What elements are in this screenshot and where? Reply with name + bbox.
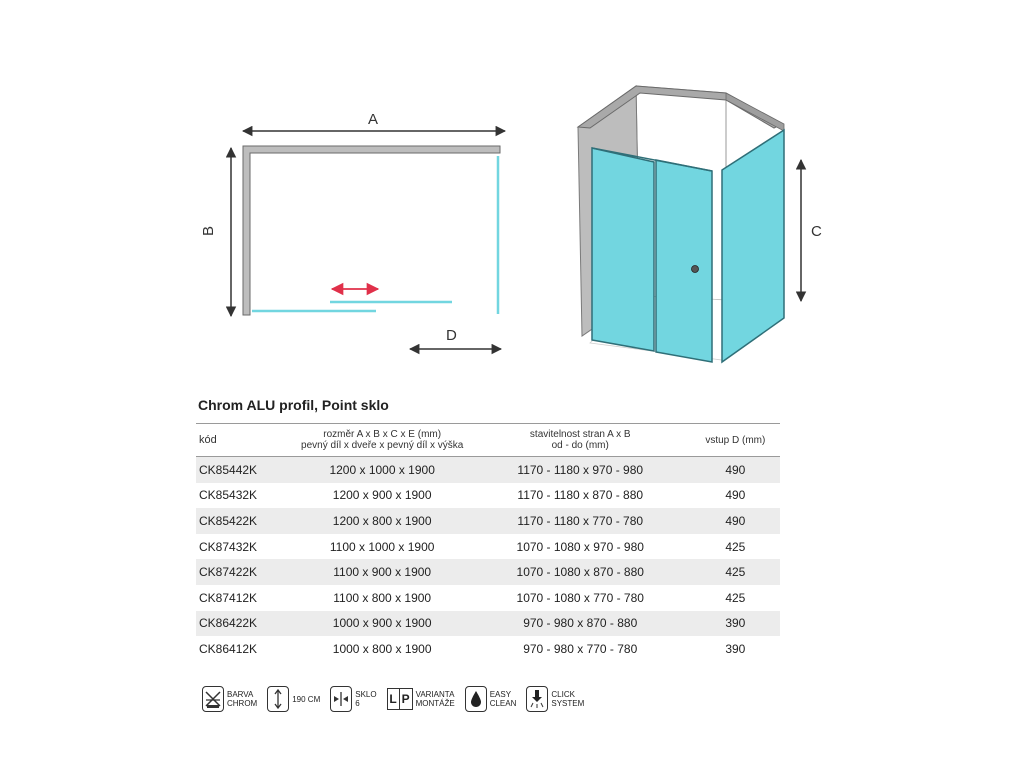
cell-adjustability: 1170 - 1180 x 970 - 980 (470, 457, 691, 483)
cell-adjustability: 1170 - 1180 x 870 - 880 (517, 488, 644, 503)
table-row (196, 534, 780, 560)
header-dimensions-line2: pevný díl x dveře x pevný díl x výška (301, 440, 464, 451)
height-arrow-icon (267, 686, 289, 712)
perspective-view (578, 86, 822, 362)
cell-entry: 390 (725, 641, 746, 656)
dimension-b-label: B (200, 225, 217, 236)
cell-dimensions: 1100 x 1000 x 1900 (329, 539, 435, 554)
table-row (196, 585, 780, 611)
header-adjustability-line2: od - do (mm) (551, 440, 609, 451)
feature-icons (202, 686, 594, 712)
cell-code: CK87422K (196, 559, 295, 585)
feature-variant-line1: VARIANTA (415, 690, 455, 699)
table-row (196, 559, 780, 585)
cell-dimensions: 1000 x 800 x 1900 (332, 641, 432, 656)
feature-color-line1: BARVA (227, 690, 254, 699)
cell-dimensions: 1100 x 800 x 1900 (333, 590, 432, 605)
left-right-variant-icon (387, 688, 413, 710)
variant-l-letter: L (387, 688, 400, 710)
cell-entry: 490 (725, 488, 746, 503)
header-code: kód (196, 424, 295, 457)
feature-click-line1: CLICK (551, 690, 575, 699)
cell-code: CK87412K (199, 590, 258, 605)
cell-adjustability: 1070 - 1080 x 970 - 980 (516, 539, 644, 554)
feature-variant (387, 688, 455, 710)
cell-entry: 425 (725, 539, 746, 554)
cell-dimensions: 1200 x 1000 x 1900 (295, 457, 470, 483)
cell-code: CK86412K (199, 641, 258, 656)
header-dimensions-line1: rozměr A x B x C x E (mm) (323, 429, 442, 440)
cell-entry: 425 (725, 590, 746, 605)
table-row (196, 483, 780, 509)
table-row (196, 508, 780, 534)
door-knob (692, 266, 699, 273)
cell-code: CK85432K (199, 488, 258, 503)
cell-code: CK86422K (196, 611, 295, 637)
feature-color-line2: CHROM (227, 699, 258, 708)
header-adjustability-line1: stavitelnost stran A x B (529, 429, 631, 440)
feature-easy-line2: CLEAN (489, 699, 517, 708)
cell-code: CK87432K (199, 539, 258, 554)
dimension-a-label: A (368, 111, 379, 128)
cell-adjustability: 970 - 980 x 770 - 780 (523, 641, 638, 656)
cell-code: CK85422K (196, 508, 295, 534)
spec-table (196, 423, 780, 662)
cell-dimensions: 1200 x 900 x 1900 (332, 488, 432, 503)
feature-easy-clean (465, 686, 517, 712)
right-wall-edge (726, 93, 784, 131)
feature-glass-line2: 6 (355, 699, 360, 708)
feature-click-system (526, 686, 584, 712)
cell-entry: 490 (691, 508, 780, 534)
cell-adjustability: 1070 - 1080 x 870 - 880 (470, 559, 691, 585)
water-drop-icon (465, 686, 487, 712)
header-entry: vstup D (mm) (691, 424, 780, 457)
cell-dimensions: 1200 x 800 x 1900 (295, 508, 470, 534)
cell-adjustability: 970 - 980 x 870 - 880 (470, 611, 691, 637)
cell-code: CK85442K (196, 457, 295, 483)
cell-entry: 425 (691, 559, 780, 585)
sliding-door-panel (656, 160, 712, 362)
dimension-c-label: C (811, 223, 822, 240)
spec-title: Chrom ALU profil, Point sklo (198, 397, 389, 413)
dimension-d-label: D (446, 327, 457, 344)
table-header-row (196, 424, 780, 457)
variant-p-letter: P (400, 688, 413, 710)
table-row (196, 636, 780, 662)
feature-easy-line1: EASY (489, 690, 512, 699)
feature-glass-line1: SKLO (355, 690, 377, 699)
table-row (196, 457, 780, 483)
cell-adjustability: 1070 - 1080 x 770 - 780 (516, 590, 644, 605)
feature-color (202, 686, 257, 712)
click-system-icon (526, 686, 548, 712)
feature-glass (330, 686, 376, 712)
feature-height (267, 686, 320, 712)
cell-dimensions: 1000 x 900 x 1900 (295, 611, 470, 637)
feature-height-label: 190 CM (292, 694, 321, 704)
plan-view (200, 111, 505, 349)
cell-dimensions: 1100 x 900 x 1900 (295, 559, 470, 585)
chrome-profile-icon (202, 686, 224, 712)
front-fixed-glass-panel (592, 148, 654, 351)
header-dimensions (295, 424, 470, 457)
cell-adjustability: 1170 - 1180 x 770 - 780 (470, 508, 691, 534)
feature-variant-line2: MONTÁŽE (415, 699, 455, 708)
shower-diagram (0, 0, 1024, 380)
table-row (196, 611, 780, 637)
feature-click-line2: SYSTEM (551, 699, 585, 708)
side-glass-panel (722, 130, 784, 362)
cell-entry: 490 (691, 457, 780, 483)
glass-thickness-icon (330, 686, 352, 712)
cell-entry: 390 (691, 611, 780, 637)
header-adjustability (470, 424, 691, 457)
